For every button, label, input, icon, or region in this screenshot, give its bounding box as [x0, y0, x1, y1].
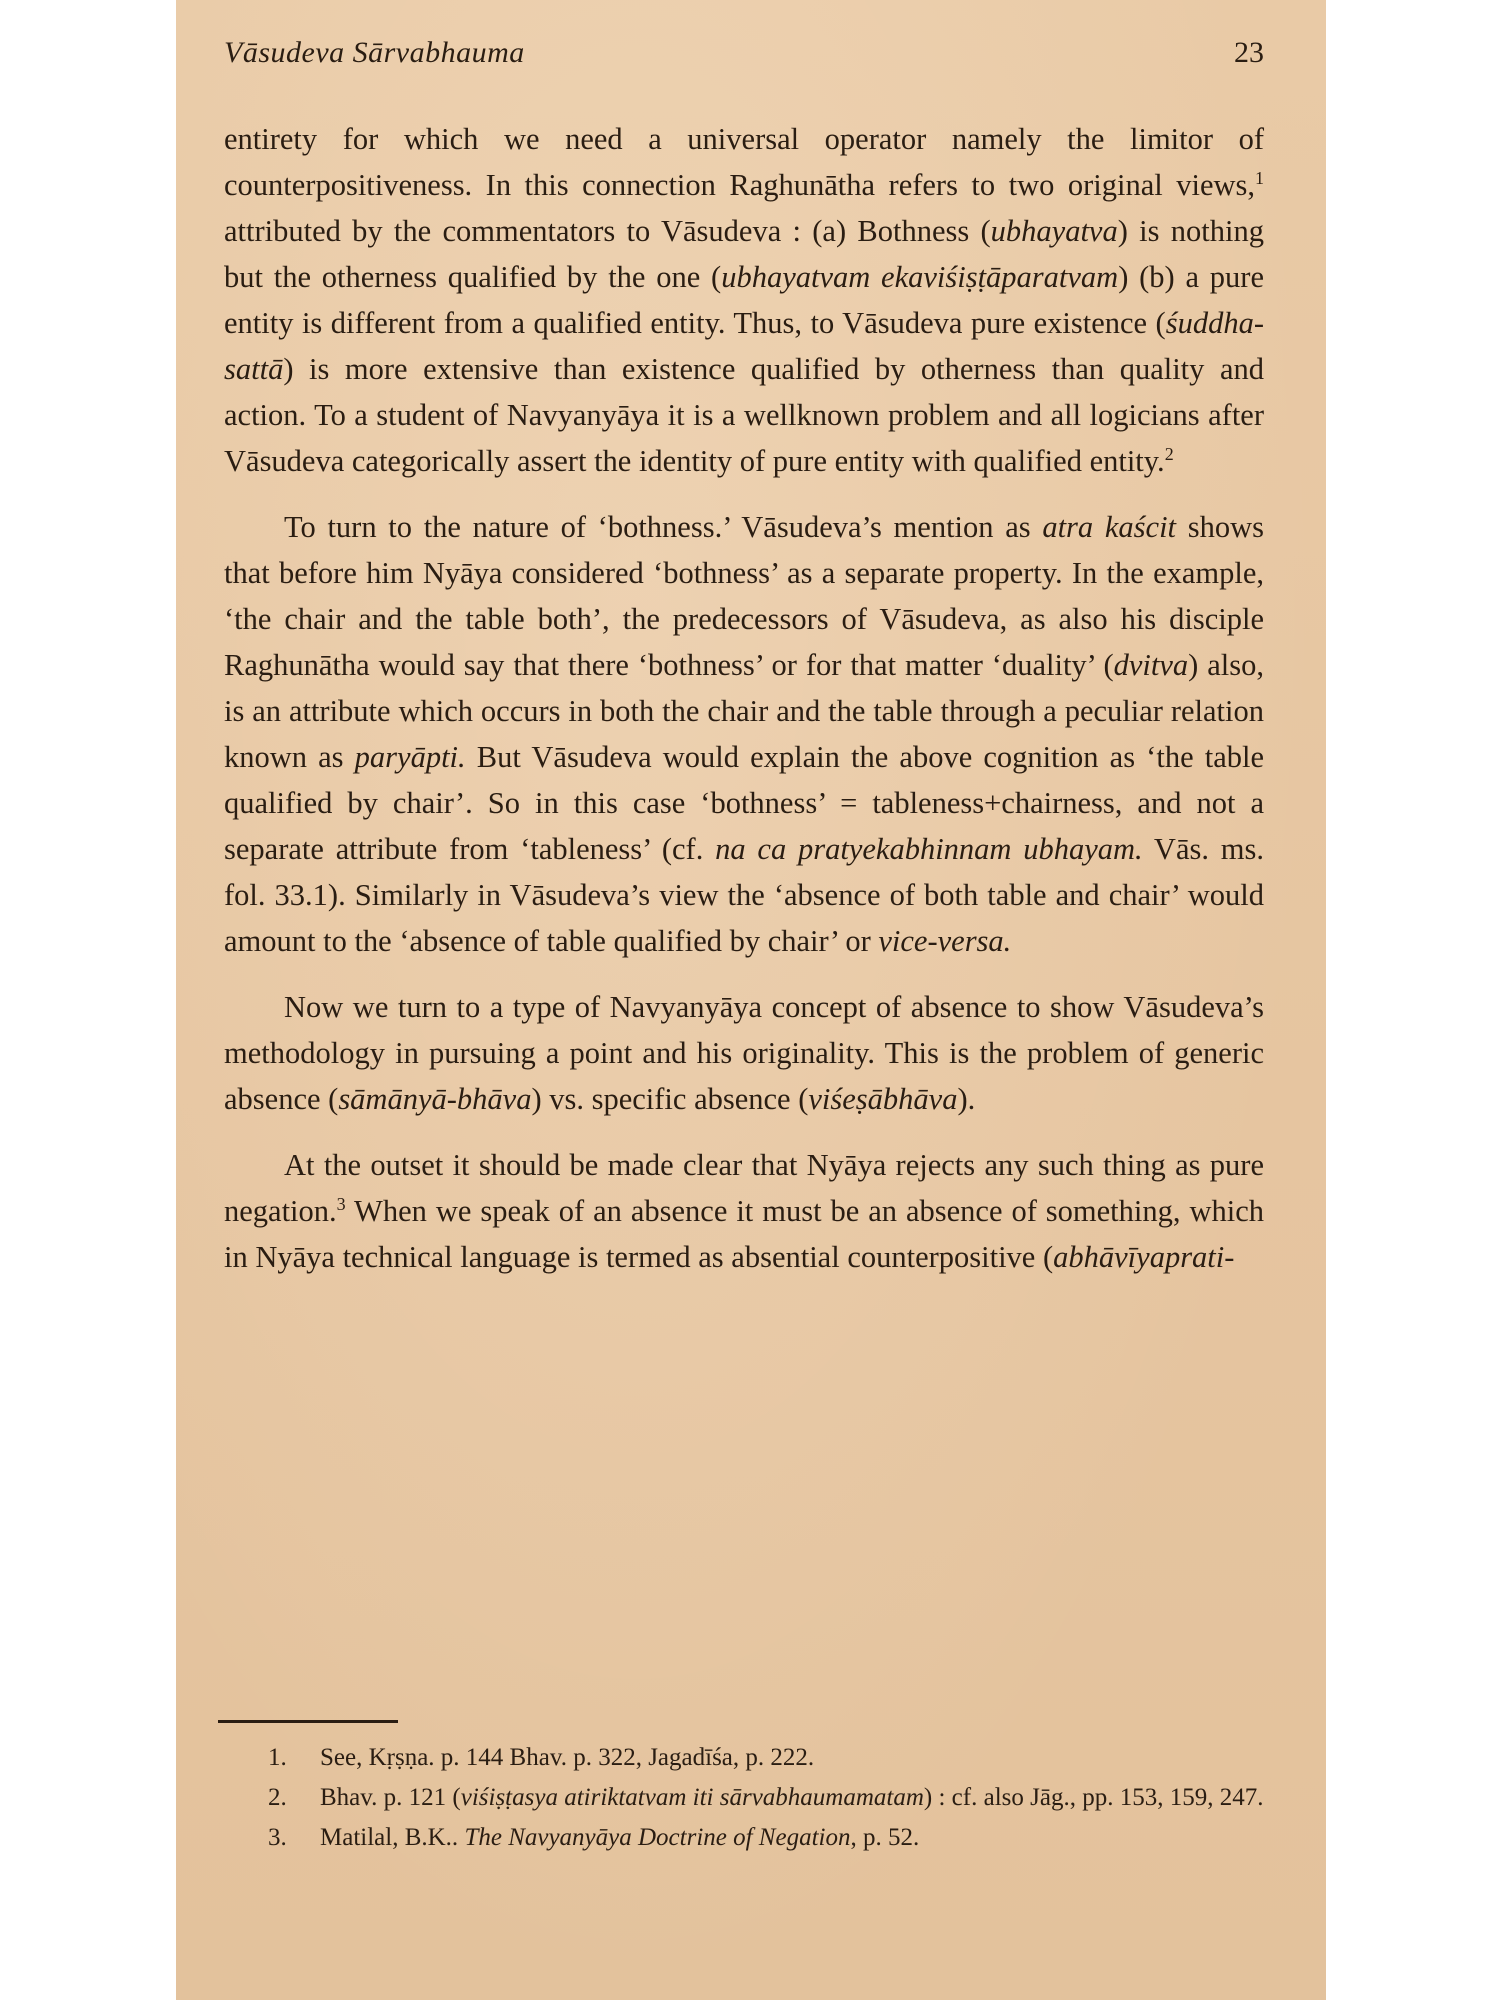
- footnote-ref: 3: [336, 1193, 346, 1214]
- text-run: To turn to the nature of ‘bothness.’ Vāsudeva’s mention as: [284, 510, 1043, 544]
- footnotes: [268, 1738, 1264, 1858]
- footnote: [268, 1778, 1264, 1818]
- footnote-text: [320, 1738, 1264, 1778]
- paragraph: [224, 504, 1264, 964]
- italic-term: śuddha-sattā: [224, 306, 1264, 386]
- text-run: shows that before him Nyāya considered ‘bothness’ as a separate property. In the example, ‘the chair and the table both’, the predecessors of Vāsudeva, as also his disciple Raghunātha would say that there ‘bothness’ or for that matter ‘duality’ (: [224, 510, 1264, 682]
- book-page: [176, 0, 1326, 2000]
- footnote-number: 3.: [268, 1824, 287, 1851]
- text-run: When we speak of an absence it must be an absence of something, which in Nyāya technical language is termed as absential counterpositive (: [224, 1194, 1264, 1274]
- italic-term: atra kaścit: [1042, 510, 1177, 544]
- italic-term: paryāpti.: [354, 740, 466, 774]
- text-run: ).: [957, 1082, 976, 1116]
- text-run: ) also, is an attribute which occurs in both the chair and the table through a peculiar relation known as: [224, 648, 1264, 774]
- paragraph: [224, 1142, 1264, 1280]
- text-run: ) : cf. also Jāg., pp. 153, 159, 247.: [923, 1784, 1264, 1811]
- italic-term: viśeṣābhāva: [808, 1082, 958, 1116]
- text-run: entirety for which we need a universal operator namely the limitor of counterpositiveness. In this connection Raghunātha refers to two original views,: [224, 122, 1264, 202]
- italic-term: viśiṣṭasya atiriktatvam iti sārvabhaumamatam: [460, 1784, 924, 1811]
- text-run: But Vāsudeva would explain the above cognition as ‘the table qualified by chair’. So in this case ‘bothness’ = tableness+chairness, and not a separate attribute from ‘tableness’ (cf.: [224, 740, 1264, 866]
- italic-term: sāmānyā-bhāva: [338, 1082, 532, 1116]
- footnote-number: 2.: [268, 1784, 287, 1811]
- footnote: [268, 1818, 1264, 1858]
- text-run: Vās. ms. fol. 33.1). Similarly in Vāsudeva’s view the ‘absence of both table and chair’ would amount to the ‘absence of table qualified by chair’ or: [224, 832, 1264, 958]
- text-run: ) is more extensive than existence qualified by otherness than quality and action. To a student of Navyanyāya it is a wellknown problem and all logicians after Vāsudeva categorically assert the identity of pure entity with qualified entity.: [224, 352, 1264, 478]
- text-run: See, Kṛṣṇa. p. 144 Bhav. p. 322, Jagadīśa, p. 222.: [320, 1744, 815, 1771]
- text-run: ) (b) a pure entity is different from a qualified entity. Thus, to Vāsudeva pure existence (: [224, 260, 1264, 340]
- text-run: Matilal, B.K..: [320, 1824, 465, 1851]
- footnote-text: [320, 1778, 1264, 1818]
- page-number: 23: [1234, 36, 1264, 69]
- footnote-ref: 1: [1255, 167, 1264, 188]
- text-run: Bhav. p. 121 (: [320, 1784, 461, 1811]
- text-run: ) is nothing but the otherness qualified by the one (: [224, 214, 1264, 294]
- italic-term: dvitva: [1113, 648, 1189, 682]
- text-run: attributed by the commentators to Vāsudeva : (a) Bothness (: [224, 214, 991, 248]
- text-run: Now we turn to a type of Navyanyāya concept of absence to show Vāsudeva’s methodology in pursuing a point and his originality. This is the problem of generic absence (: [224, 990, 1264, 1116]
- page-header: [224, 36, 1264, 80]
- italic-term: abhāvīyaprati-: [1053, 1240, 1235, 1274]
- text-run: , p. 52.: [850, 1824, 920, 1851]
- footnote-text: [320, 1818, 1264, 1858]
- running-title: Vāsudeva Sārvabhauma: [224, 36, 525, 69]
- footnote-number: 1.: [268, 1744, 287, 1771]
- footnote-rule: [218, 1720, 398, 1723]
- paragraph: [224, 984, 1264, 1122]
- italic-term: na ca pratyekabhinnam ubhayam.: [715, 832, 1143, 866]
- italic-term: ubhayatva: [990, 214, 1118, 248]
- text-run: At the outset it should be made clear that Nyāya rejects any such thing as pure negation.: [224, 1148, 1264, 1228]
- footnote-ref: 2: [1164, 443, 1174, 464]
- italic-term: vice-versa.: [878, 924, 1012, 958]
- italic-term: The Navyanyāya Doctrine of Negation: [464, 1824, 851, 1851]
- footnote: [268, 1738, 1264, 1778]
- italic-term: ubhayatvam ekaviśiṣṭāparatvam: [721, 260, 1119, 294]
- text-run: ) vs. specific absence (: [531, 1082, 809, 1116]
- paragraph: [224, 116, 1264, 484]
- body-text: [224, 116, 1264, 1300]
